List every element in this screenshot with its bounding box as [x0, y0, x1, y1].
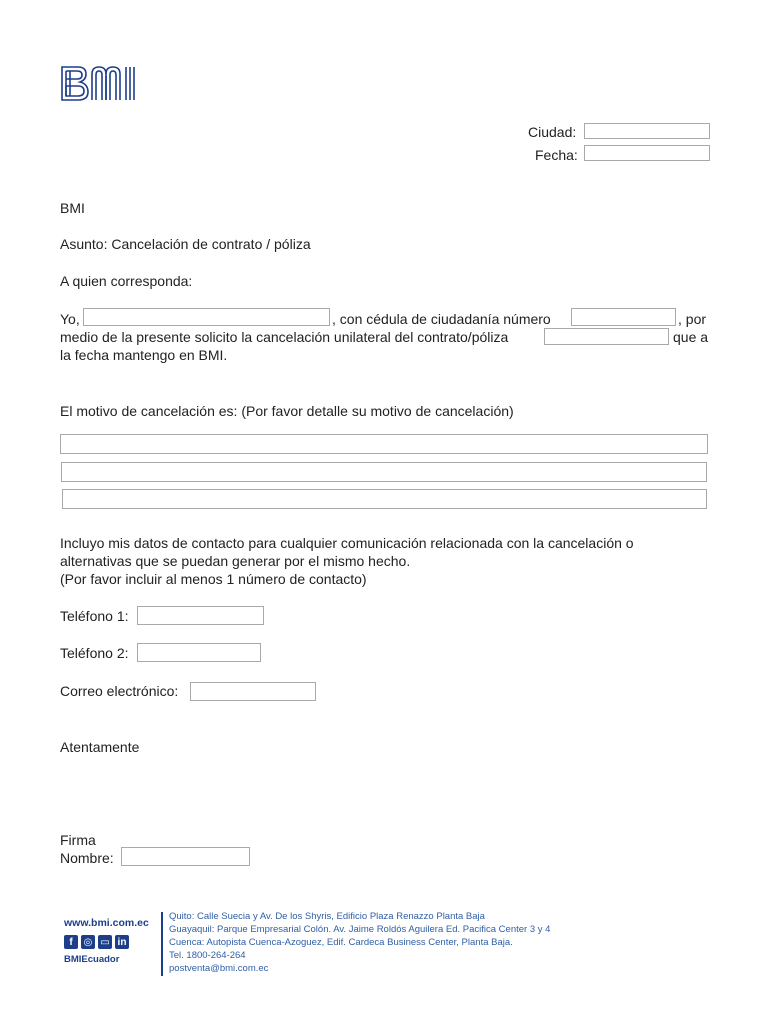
closing: Atentamente	[60, 739, 140, 755]
telefono1-label: Teléfono 1:	[60, 608, 129, 624]
footer-social-handle: BMIEcuador	[64, 954, 120, 965]
bmi-logo	[60, 64, 160, 107]
greeting: A quien corresponda:	[60, 273, 193, 289]
recipient: BMI	[60, 200, 85, 216]
telefono2-field[interactable]	[137, 643, 261, 662]
p1-cedula-text: , con cédula de ciudadanía número	[332, 311, 551, 327]
nombre-completo-field[interactable]	[83, 308, 330, 326]
p1-por-text: , por	[678, 311, 707, 327]
contact-line3: (Por favor incluir al menos 1 número de contacto)	[60, 571, 367, 587]
correo-field[interactable]	[190, 682, 316, 701]
footer-address-quito: Quito: Calle Suecia y Av. De los Shyris, Edificio Plaza Renazzo Planta Baja	[169, 911, 485, 922]
p1-que-a: que a	[673, 329, 709, 345]
fecha-field[interactable]	[584, 145, 710, 161]
motivo-field-3[interactable]	[62, 489, 707, 509]
p1-line2: medio de la presente solicito la cancelación unilateral del contrato/póliza	[60, 329, 509, 345]
youtube-icon[interactable]: ▭	[98, 935, 112, 949]
facebook-icon[interactable]: f	[64, 935, 78, 949]
firma-label: Firma	[60, 832, 96, 848]
footer-address-cuenca: Cuenca: Autopista Cuenca-Azoguez, Edif. Cardeca Business Center, Planta Baja.	[169, 937, 513, 948]
footer-divider	[161, 912, 163, 976]
p1-yo: Yo,	[60, 311, 80, 327]
poliza-field[interactable]	[544, 328, 669, 345]
instagram-icon[interactable]: ◎	[81, 935, 95, 949]
p1-line3: la fecha mantengo en BMI.	[60, 347, 228, 363]
bmi-logo-icon	[60, 64, 160, 104]
linkedin-icon[interactable]: in	[115, 935, 129, 949]
contact-line2: alternativas que se puedan generar por el mismo hecho.	[60, 553, 411, 569]
fecha-label: Fecha:	[535, 147, 578, 163]
correo-label: Correo electrónico:	[60, 683, 179, 699]
footer-email[interactable]: postventa@bmi.com.ec	[169, 963, 269, 974]
social-icons	[64, 935, 129, 949]
footer-website[interactable]: www.bmi.com.ec	[64, 917, 149, 929]
footer-address-guayaquil: Guayaquil: Parque Empresarial Colón. Av. Jaime Roldós Aguilera Ed. Pacifica Center 3 y 4	[169, 924, 551, 935]
ciudad-label: Ciudad:	[528, 124, 577, 140]
cedula-field[interactable]	[571, 308, 676, 326]
motivo-label: El motivo de cancelación es: (Por favor detalle su motivo de cancelación)	[60, 403, 514, 419]
motivo-field-1[interactable]	[60, 434, 708, 454]
nombre-label: Nombre:	[60, 850, 114, 866]
telefono2-label: Teléfono 2:	[60, 645, 129, 661]
ciudad-field[interactable]	[584, 123, 710, 139]
nombre-field[interactable]	[121, 847, 250, 866]
contact-line1: Incluyo mis datos de contacto para cualquier comunicación relacionada con la cancelación o	[60, 535, 634, 551]
motivo-field-2[interactable]	[61, 462, 707, 482]
subject: Asunto: Cancelación de contrato / póliza	[60, 236, 311, 252]
telefono1-field[interactable]	[137, 606, 264, 625]
footer-phone: Tel. 1800-264-264	[169, 950, 246, 961]
